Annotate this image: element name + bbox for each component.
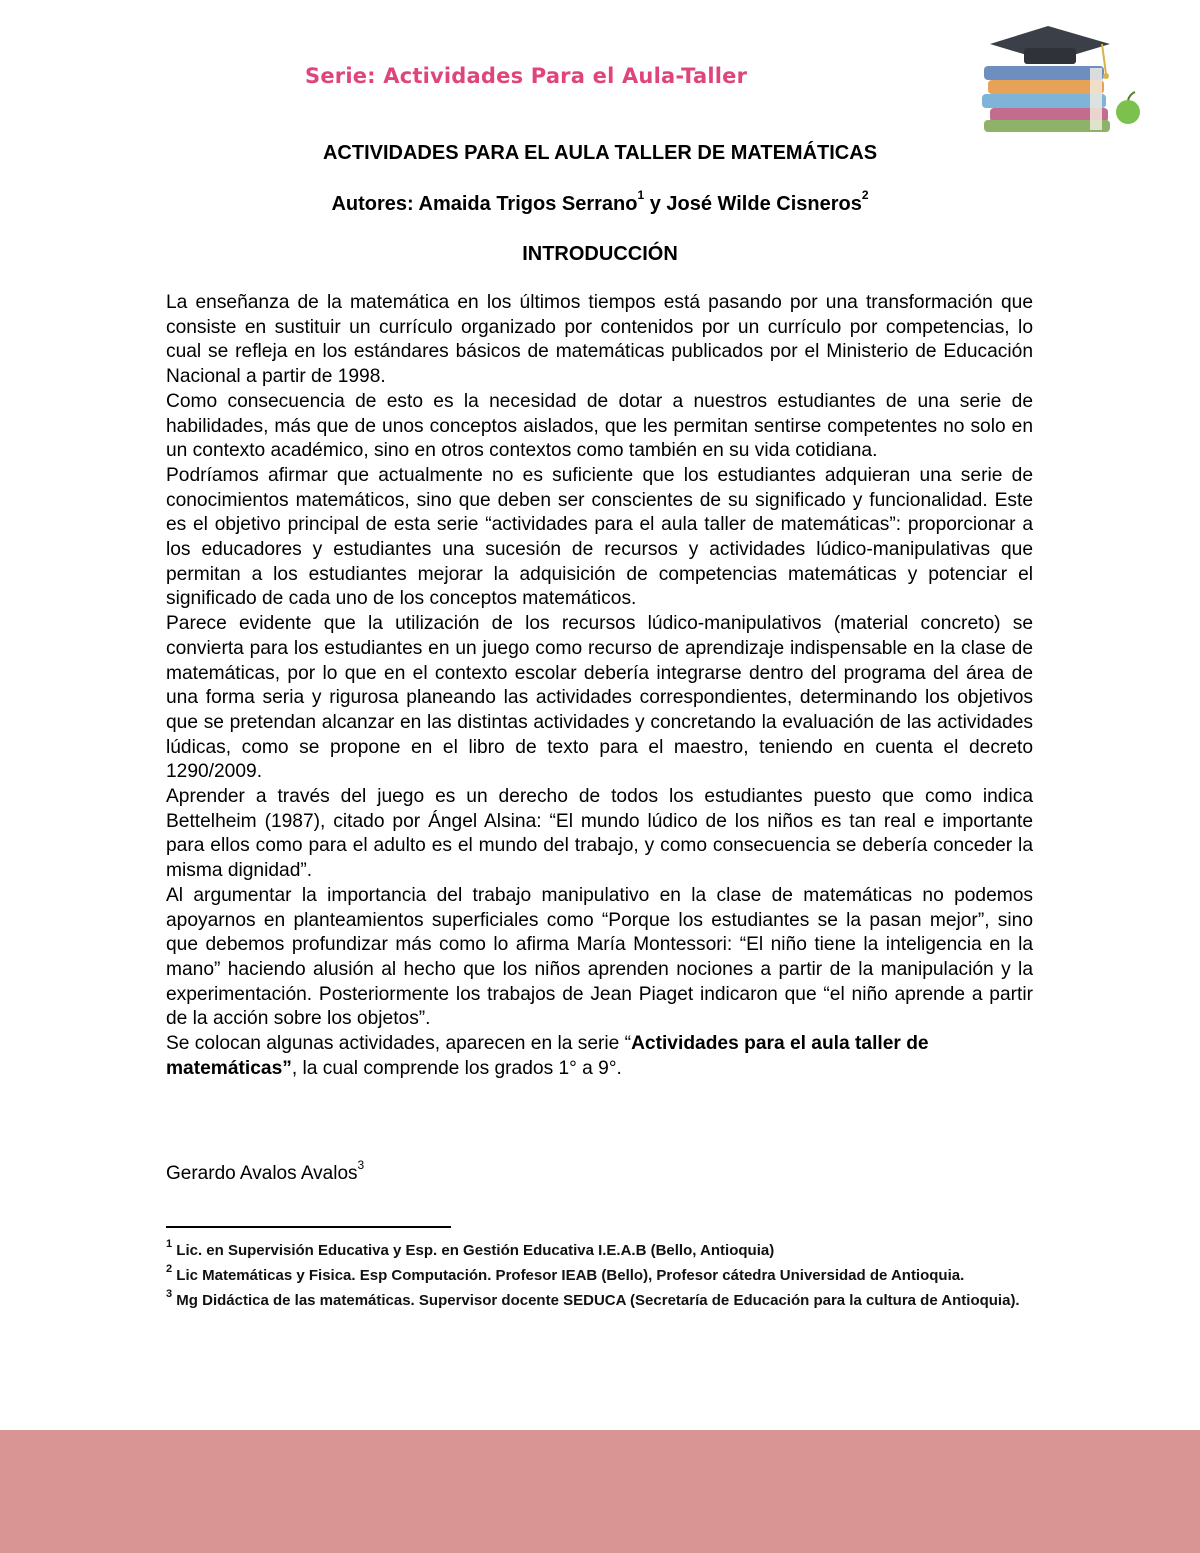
series-title: Serie: Actividades Para el Aula-Taller (305, 64, 748, 88)
footnote-text: Lic. en Supervisión Educativa y Esp. en Gestión Educativa I.E.A.B (Bello, Antioquia) (176, 1242, 775, 1259)
footer-band (0, 1430, 1200, 1553)
signature-name: Gerardo Avalos Avalos (166, 1163, 358, 1184)
footnote-3 (166, 1288, 1036, 1313)
paragraph: Parece evidente que la utilización de los recursos lúdico-manipulativos (material concreto) se convierta para los estudiantes en un juego como recurso de aprendizaje indispensable en la clase de matemáticas, por lo que en el contexto escolar debería integrarse dentro del programa del área de una forma seria y rigurosa planeando las actividades correspondientes, determinando los objetivos que se pretendan alcanzar en las distintas actividades y concretando la evaluación de las actividades lúdicas, como se propone en el libro de texto para el maestro, teniendo en cuenta el decreto 1290/2009. (166, 613, 1033, 783)
paragraph: Podríamos afirmar que actualmente no es suficiente que los estudiantes adquieran una serie de conocimientos matemáticos, sino que deben ser conscientes de su significado y funcionalidad. Este es el objetivo principal de esta serie “actividades para el aula taller de matemáticas”: proporcionar a los educadores y estudiantes una sucesión de recursos y actividades lúdico-manipulativas que permitan a los estudiantes mejorar la adquisición de competencias matemáticas y potenciar el significado de cada uno de los conceptos matemáticos. (166, 464, 1033, 610)
footnote-divider (166, 1226, 451, 1228)
footnote-ref-2: 2 (861, 188, 869, 203)
graduation-cap-books-apple-icon (970, 22, 1150, 134)
series-name-bold: Actividades para el aula taller de matemáticas” (166, 1033, 929, 1079)
footnote-text: Lic Matemáticas y Fisica. Esp Computación. Profesor IEAB (Bello), Profesor cátedra Universidad de Antioquia. (176, 1267, 965, 1284)
last-paragraph-after: , la cual comprende los grados 1° a 9°. (291, 1057, 622, 1079)
footnote-number: 3 (166, 1288, 173, 1300)
authors-mid: y José Wilde Cisneros (644, 193, 862, 215)
footnotes (166, 1238, 1036, 1313)
footnote-ref-1: 1 (637, 188, 645, 203)
document-title: ACTIVIDADES PARA EL AULA TALLER DE MATEMÁTICAS (322, 142, 878, 164)
paragraph: La enseñanza de la matemática en los últimos tiempos está pasando por una transformación que consiste en sustituir un currículo organizado por contenidos por un currículo por competencias, lo cual se refleja en los estándares básicos de matemáticas publicados por el Ministerio de Educación Nacional a partir de 1998. (166, 292, 1033, 388)
footnote-text: Mg Didáctica de las matemáticas. Supervisor docente SEDUCA (Secretaría de Educación para la cultura de Antioquia). (176, 1292, 1020, 1309)
section-heading: INTRODUCCIÓN (522, 243, 678, 265)
footnote-2 (166, 1263, 1036, 1288)
signature (166, 1157, 365, 1185)
footnote-number: 2 (166, 1263, 173, 1275)
footnote-ref-3: 3 (357, 1157, 365, 1172)
authors-line (0, 188, 1200, 216)
paragraph: Al argumentar la importancia del trabajo manipulativo en la clase de matemáticas no podemos apoyarnos en planteamientos superficiales como “Porque los estudiantes se la pasan mejor”, sino que debemos profundizar más como lo afirma María Montessori: “El niño tiene la inteligencia en la mano” haciendo alusión al hecho que los niños aprenden nociones a partir de la manipulación y la experimentación. Posteriormente los trabajos de Jean Piaget indicaron que “el niño aprende a partir de la acción sobre los objetos”. (166, 884, 1033, 1030)
paragraph-last (166, 1032, 1033, 1081)
authors-prefix: Autores: Amaida Trigos Serrano (331, 193, 638, 215)
paragraph: Como consecuencia de esto es la necesidad de dotar a nuestros estudiantes de una serie de habilidades, más que de unos conceptos aislados, que les permitan sentirse competentes no solo en un contexto académico, sino en otros contextos como también en su vida cotidiana. (166, 390, 1033, 462)
paragraph: Aprender a través del juego es un derecho de todos los estudiantes puesto que como indica Bettelheim (1987), citado por Ángel Alsina: “El mundo lúdico de los niños es tan real e importante para ellos como para el adulto es el mundo del trabajo, y como consecuencia se debería conceder la misma dignidad”. (166, 786, 1033, 882)
footnote-number: 1 (166, 1238, 173, 1250)
last-paragraph-before: Se colocan algunas actividades, aparecen en la serie “ (166, 1033, 632, 1055)
body-text (166, 291, 1033, 1082)
footnote-1 (166, 1238, 1036, 1263)
